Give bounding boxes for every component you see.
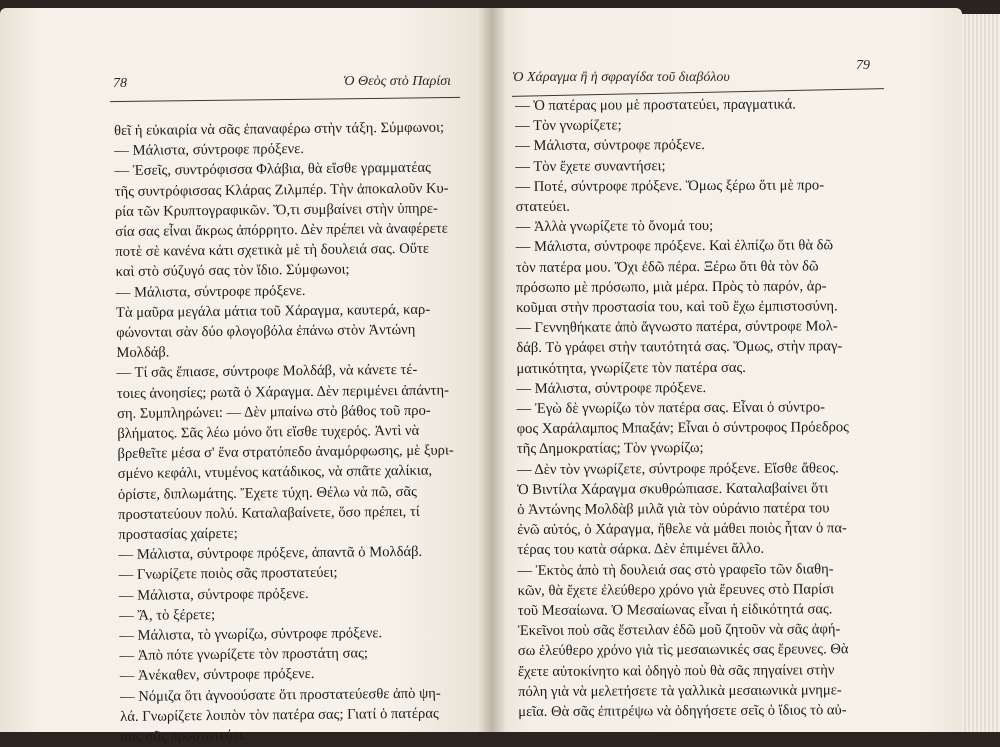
text-line: — Ἀλλὰ γνωρίζετε τὸ ὄνομά του; <box>515 218 714 236</box>
text-line: τὸν πατέρα μου. Ὄχι ἐδῶ πέρα. Ξέρω ὅτι θὰ τὸν δῶ <box>515 258 819 276</box>
text-line: — Δὲν τὸν γνωρίζετε, σύντροφε πρόξενε. Εἴσθε ἄθεος. <box>516 459 839 478</box>
left-page <box>0 8 492 746</box>
text-line: προστασίας χαίρετε; <box>118 525 238 544</box>
text-line: σας σᾶς προστατεύει. <box>120 727 247 746</box>
text-line: Τὰ μαῦρα μεγάλα μάτια τοῦ Χάραγμα, καυτερά, καρ- <box>115 301 431 321</box>
text-line: Μολδάβ. <box>116 344 170 362</box>
left-running-head: Ὁ Θεὸς στὸ Παρίσι <box>343 74 452 89</box>
text-line: θεῖ ἡ εὐκαιρία νὰ σᾶς ἐπαναφέρω στὴν τάξη. Σύμφωνοι; <box>114 119 445 139</box>
text-line: — Ἐκτὸς ἀπὸ τὴ δουλειά σας στὸ γραφεῖο τῶν διαθη- <box>517 561 834 579</box>
text-line: — Νόμιζα ὅτι ἀγνοούσατε ὅτι προστατεύεσθε ἀπὸ ψη- <box>119 685 441 705</box>
text-line: τῆς Δημοκρατίας; Τὸν γνωρίζω; <box>516 440 704 458</box>
text-line: — Μάλιστα, σύντροφε πρόξενε. <box>515 137 705 155</box>
text-line: — Ἐγὼ δὲ γνωρίζω τὸν πατέρα σας. Εἶναι ὁ σύντρο- <box>516 399 826 418</box>
text-line: τῆς συντρόφισσας Κλάρας Ζιλμπέρ. Τὴν ἀποκαλοῦν Κυ- <box>114 180 449 200</box>
text-line: — Μάλιστα, σύντροφε πρόξενε. Καὶ ἐλπίζω ὅτι θὰ δῶ <box>515 237 834 256</box>
text-line: ὁ Ἀντώνης Μολδὰβ μιλᾶ γιὰ τὸν οὐράνιο πατέρα του <box>517 500 830 519</box>
text-line: σία σας εἶναι ἄκρως ἀπόρρητο. Δὲν πρέπει νὰ ἀναφέρετε <box>115 220 448 241</box>
text-line: δάβ. Τὸ γράφει στὴν ταυτότητά σας. Ὅμως, στὴν πραγ- <box>516 338 843 357</box>
text-line: ὁρίστε, διπλωμάτης. Ἔχετε τύχη. Θέλω νὰ πῶ, σᾶς <box>117 483 417 503</box>
text-line: φώνονται σὰν δύο φλογοβόλα ἐπάνω στὸν Ἀντώνη <box>116 321 416 342</box>
left-header-rule <box>110 97 460 102</box>
text-line: πόλη γιὰ νὰ μελετήσετε τὰ γαλλικὰ μεσαιωνικὰ μνημε- <box>518 682 842 700</box>
text-line: λά. Γνωρίζετε λοιπὸν τὸν πατέρα σας; Γιατί ὁ πατέρας <box>120 705 439 725</box>
text-line: προστατεύουν πολύ. Καταλαβαίνετε, ὅσο πρέπει, τί <box>118 503 420 523</box>
text-line: βλήματος. Σᾶς λέω μόνο ὅτι εἴσθε τυχερός. Ἀντὶ νὰ <box>117 422 420 443</box>
text-line: κῶν, θὰ ἔχετε ἐλεύθερο χρόνο γιὰ ἔρευνες στὸ Παρίσι <box>517 581 835 599</box>
right-running-head: Ὁ Χάραγμα ἢ ἡ σφραγίδα τοῦ διαβόλου <box>512 70 730 85</box>
text-line: μεῖα. Θὰ σᾶς ἐπιτρέψω νὰ ὁδηγήσετε σεῖς ὁ ἴδιος τὸ αὐ- <box>518 702 847 721</box>
text-line: στατεύει. <box>515 198 570 216</box>
text-line: καὶ στὸ σύζυγό σας τὸν ἴδιο. Σύμφωνοι; <box>115 261 350 281</box>
text-line: ποτὲ σὲ κανένα κάτι σχετικὰ μὲ τὴ δουλειά σας. Οὔτε <box>115 240 430 261</box>
text-line: — Ὁ πατέρας μου μὲ προστατεύει, πραγματικά. <box>515 96 796 114</box>
text-line: — Μάλιστα, σύντροφε πρόξενε. <box>114 141 305 160</box>
text-line: ρία τῶν Κρυπτογραφικῶν. Ὅ,τι συμβαίνει στὴν ὑπηρε- <box>114 200 438 220</box>
text-line: — Ἐσεῖς, συντρόφισσα Φλάβια, θὰ εἴσθε γραμματέας <box>114 160 432 180</box>
text-line: — Τὸν ἔχετε συναντήσει; <box>515 157 666 175</box>
text-line: — Γνωρίζετε ποιὸς σᾶς προστατεύει; <box>118 565 338 584</box>
text-line: — Μάλιστα, σύντροφε πρόξενε, ἀπαντᾶ ὁ Μολδάβ. <box>118 544 423 564</box>
text-line: — Μάλιστα, σύντροφε πρόξενε. <box>115 282 306 301</box>
text-line: — Τί σᾶς ἔπιασε, σύντροφε Μολδάβ, νὰ κάνετε τέ- <box>116 362 418 382</box>
left-page-number: 78 <box>113 76 127 91</box>
text-line: φος Χαράλαμπος Μπαξάν; Εἶναι ὁ σύντροφος Πρόεδρος <box>516 419 849 438</box>
left-page-body <box>114 117 471 747</box>
text-line: — Τὸν γνωρίζετε; <box>515 117 622 135</box>
right-page-number: 79 <box>856 58 870 73</box>
text-line: πρόσωπο μὲ πρόσωπο, μιὰ μέρα. Πρὸς τὸ παρόν, ἀρ- <box>515 278 827 296</box>
text-line: Ἐκεῖνοι ποὺ σᾶς ἔστειλαν ἐδῶ μοῦ ζητοῦν νὰ σᾶς ἀφή- <box>517 621 841 640</box>
text-line: ματικότητα, γνωρίζετε τὸν πατέρα σας. <box>516 359 746 377</box>
page-edges <box>962 14 1000 732</box>
book-gutter <box>478 8 506 732</box>
text-line: — Μάλιστα, σύντροφε πρόξενε. <box>118 585 309 604</box>
text-line: — Ἀπὸ πότε γνωρίζετε τὸν προστάτη σας; <box>119 645 368 665</box>
text-line: βρεθεῖτε μέσα σ' ἕνα στρατόπεδο ἀναμόρφωσης, μὲ ξυρι- <box>117 442 454 463</box>
text-line: — Ἄ, τὸ ξέρετε; <box>119 606 216 624</box>
text-line: τοῦ Μεσαίωνα. Ὁ Μεσαίωνας εἶναι ἡ εἰδικότητά σας. <box>517 601 833 620</box>
text-line: ση. Συμπληρώνει: — Δὲν μπαίνω στὸ βάθος τοῦ προ- <box>116 402 431 422</box>
text-line: τέρας του κατὰ σάρκα. Δὲν ἐπιμένει ἄλλο. <box>517 541 765 559</box>
text-line: — Μάλιστα, σύντροφε πρόξενε. <box>516 379 707 397</box>
text-line: — Γεννηθήκατε ἀπὸ ἄγνωστο πατέρα, σύντροφε Μολ- <box>516 318 838 337</box>
text-line: σω ἐλεύθερο χρόνο γιὰ τὶς μεσαιωνικές σας ἔρευνες. Θὰ <box>517 641 849 660</box>
text-line: — Ἀνέκαθεν, σύντροφε πρόξενε. <box>119 666 315 685</box>
right-page <box>492 8 962 732</box>
text-line: — Μάλιστα, τὸ γνωρίζω, σύντροφε πρόξενε. <box>119 625 383 645</box>
text-line: σμένο κεφάλι, ντυμένος κατάδικος, νὰ σπᾶτε χαλίκια, <box>117 463 433 483</box>
right-page-body <box>515 94 928 722</box>
text-line: ἔχετε αὐτοκίνητο καὶ ὁδηγὸ ποὺ θὰ σᾶς πηγαίνει στὴν <box>517 662 835 680</box>
text-line: ἐνῶ αὐτός, ὁ Χάραγμα, ἤθελε νὰ μάθει ποιὸς ἦταν ὁ πα- <box>517 520 847 539</box>
text-line: τοιες ἀνοησίες; ρωτᾶ ὁ Χάραγμα. Δὲν περιμένει ἀπάντη- <box>116 382 449 402</box>
text-line: κοῦμαι στὴν προστασία του, καὶ τοῦ ἔχω ἐμπιστοσύνη. <box>516 298 838 317</box>
text-line: Ὁ Βιντίλα Χάραγμα σκυθρώπιασε. Καταλαβαίνει ὅτι <box>517 480 829 498</box>
text-line: — Ποτέ, σύντροφε πρόξενε. Ὅμως ξέρω ὅτι μὲ προ- <box>515 177 825 195</box>
